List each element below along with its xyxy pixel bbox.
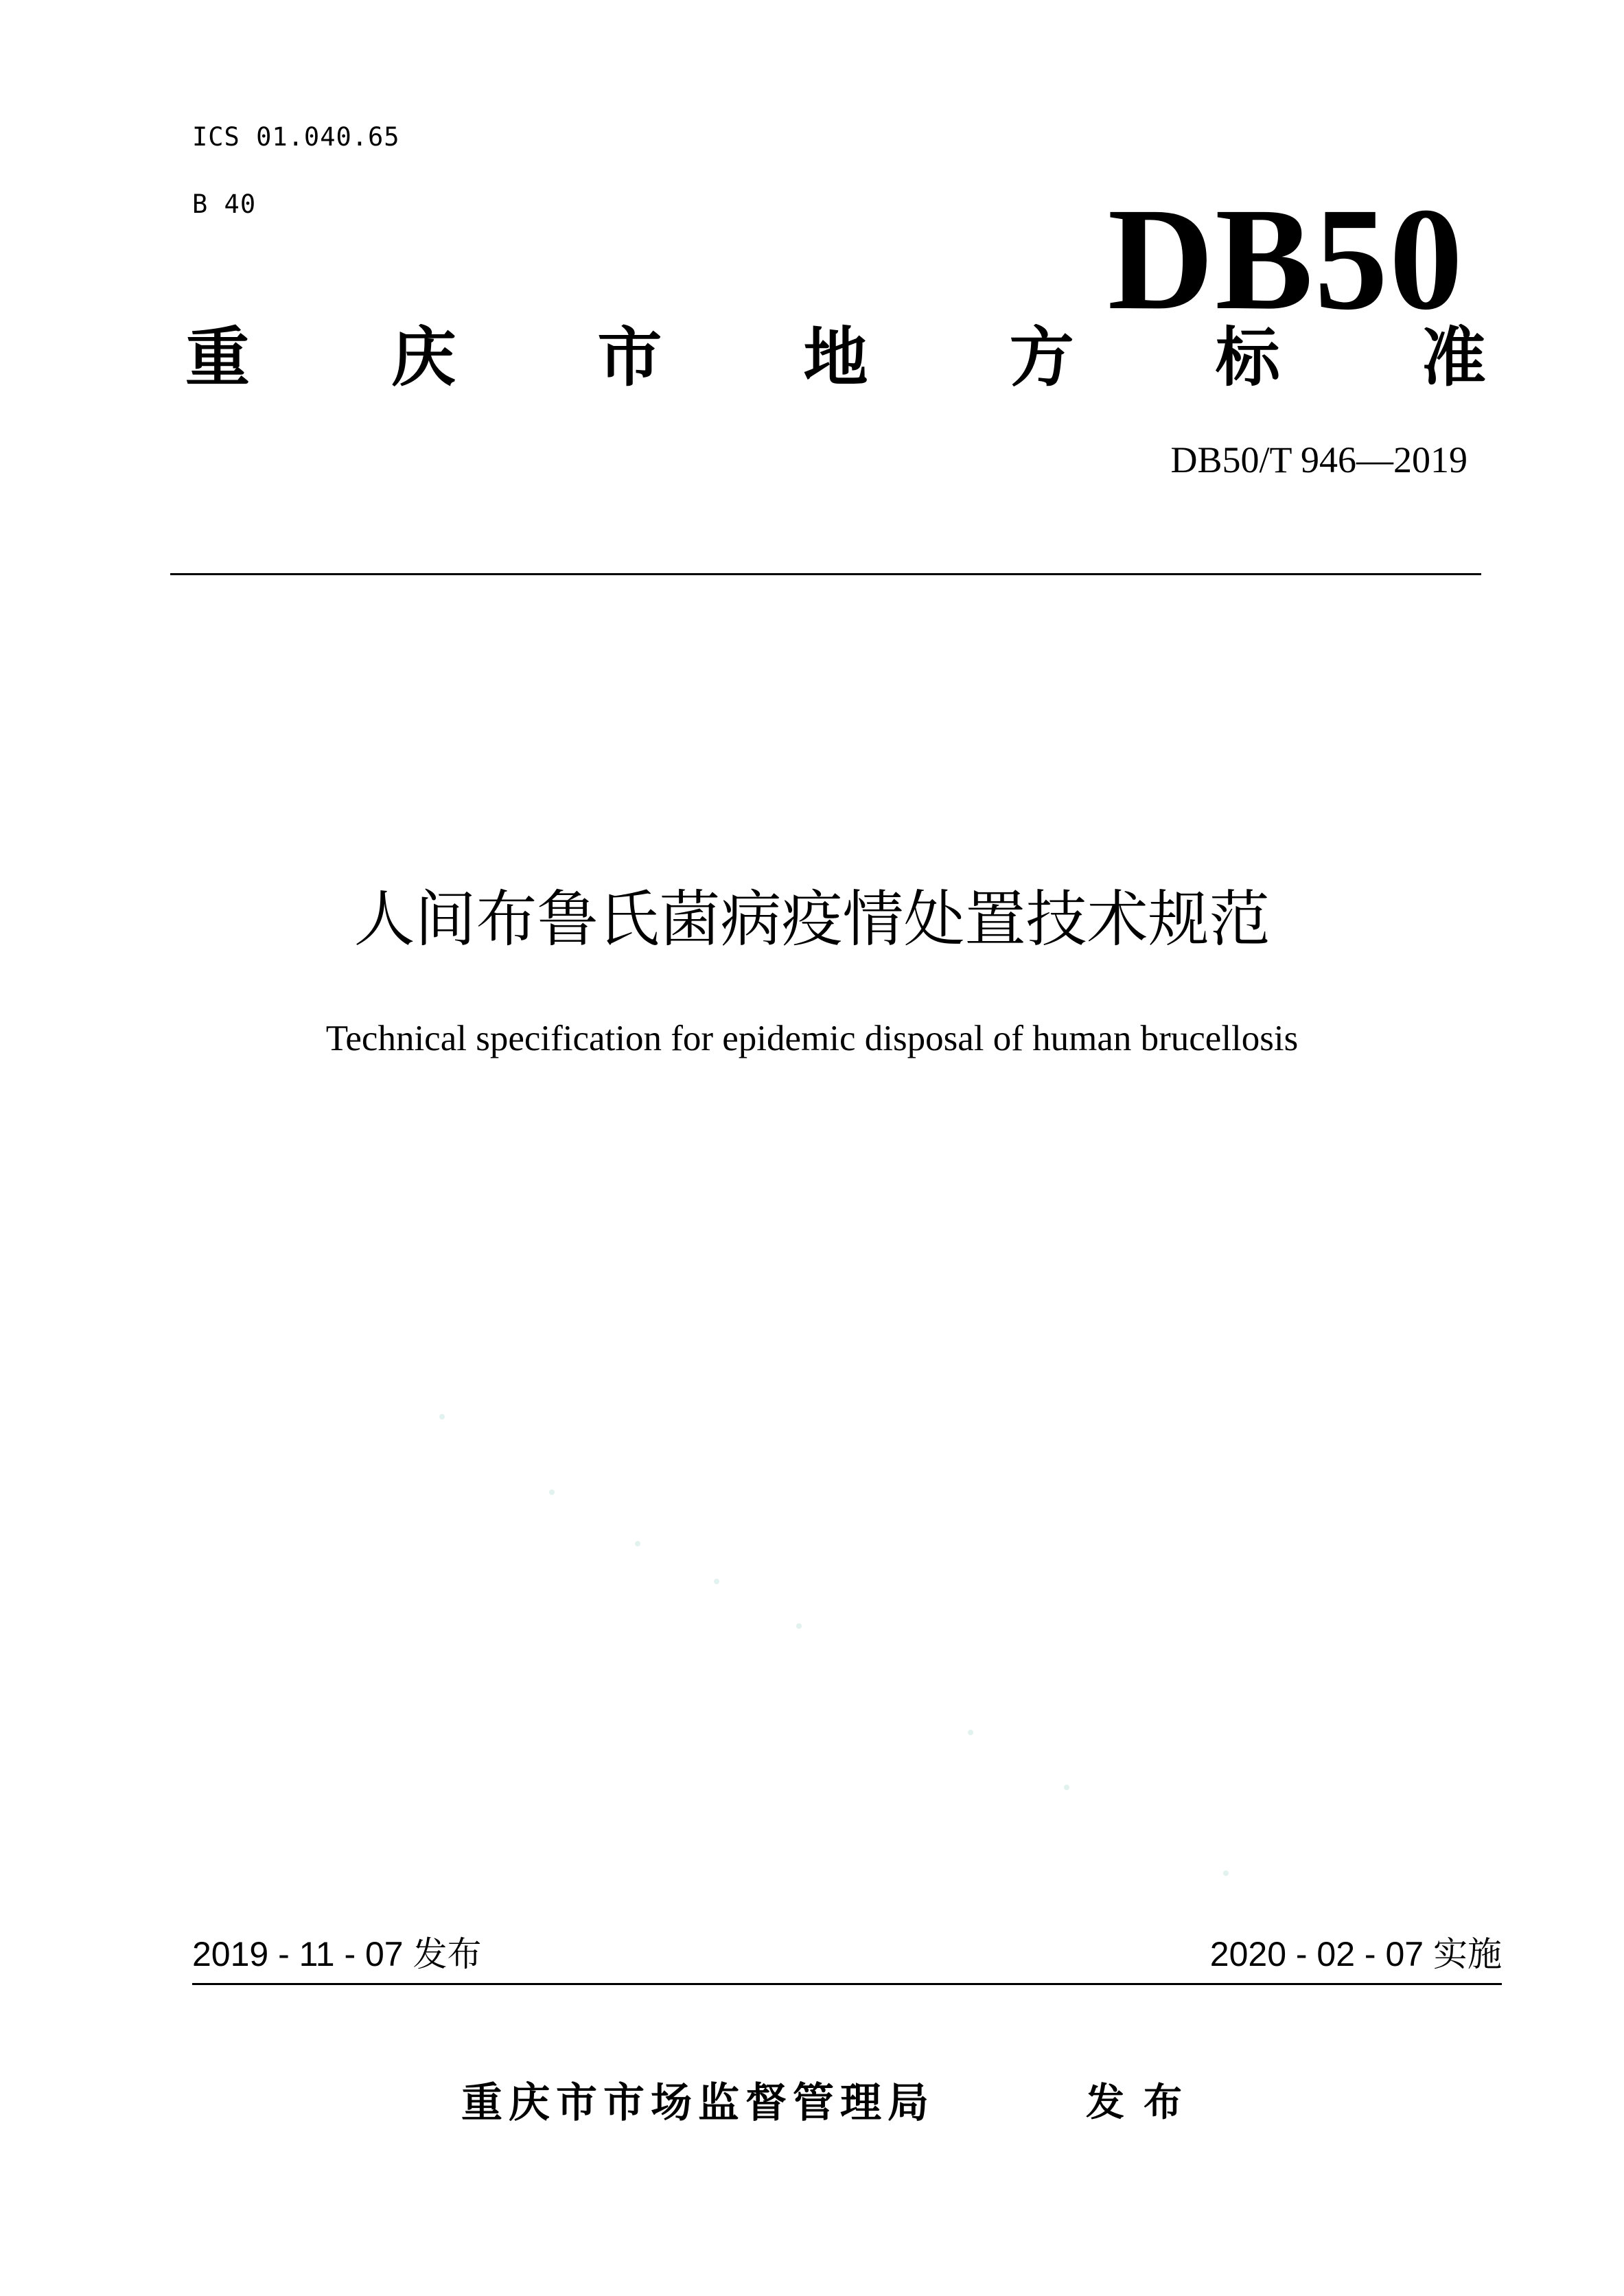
document-title-chinese: 人间布鲁氏菌病疫情处置技术规范 [353,883,1271,955]
publish-label: 发布 [1086,2080,1201,2125]
document-title-english: Technical specification for epidemic disposal of human brucellosis [325,1019,1299,1058]
footer-divider [192,1983,1502,1985]
speck [635,1541,640,1546]
issue-date: 2019 - 11 - 07 发布 [192,1935,482,1973]
speck [549,1489,555,1495]
standard-type-char: 准 [1421,321,1486,395]
standard-type-char: 市 [597,321,662,395]
standard-logo: DB50 [1107,178,1464,340]
standard-type [185,317,1486,399]
standard-type-char: 地 [803,321,868,395]
header-divider [170,573,1481,575]
standard-type-char: 重 [185,321,251,395]
publisher-name: 重庆市市场监督管理局 [461,2079,935,2127]
effective-date: 2020 - 02 - 07 实施 [1209,1935,1502,1973]
ccs-code: B 40 [192,189,257,219]
speck [796,1623,802,1629]
standard-type-char: 方 [1009,321,1074,395]
speck [968,1730,973,1735]
speck [439,1414,445,1419]
ics-code: ICS 01.040.65 [192,122,400,152]
standard-type-char: 庆 [391,321,456,395]
speck [1064,1785,1069,1790]
speck [1223,1870,1229,1876]
standard-number: DB50/T 946—2019 [1170,439,1468,480]
speck [714,1579,719,1584]
standard-type-char: 标 [1215,321,1280,395]
